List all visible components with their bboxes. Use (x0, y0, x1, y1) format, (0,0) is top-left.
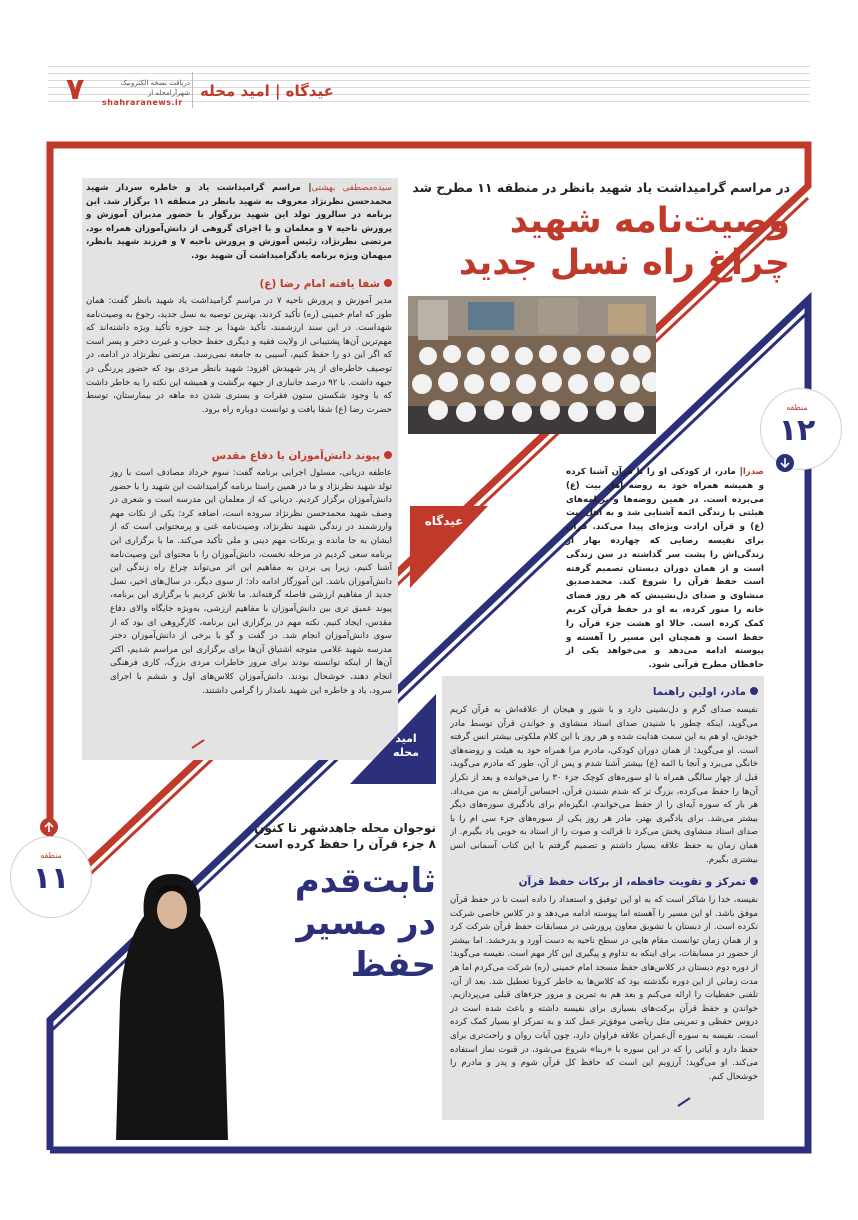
bullet-dot-icon (750, 877, 758, 885)
story1-subhead-2: پیوند دانش‌آموزان با دفاع مقدس (86, 450, 392, 462)
eidgah-tag-label: عیدگاه (424, 514, 464, 528)
story1-subhead-1: شفا یافته امام رضا (ع) (86, 278, 392, 290)
story1-byline: سیده‌مصطفی بهشتی (311, 183, 392, 193)
story2-title-line2: در مسیر حفظ (296, 903, 436, 985)
site-url[interactable]: shahraranews.ir (102, 98, 183, 107)
arrow-up-icon (40, 818, 58, 836)
story1-body-1: مدیر آموزش و پرورش ناحیه ۷ در مراسم گرامیداشت یاد شهید بانظر گفت: همان طور که امام خمینی (ره) تأکید کردند، بهترین توصیه به نسل جدید، رجوع به وصیت‌نامه شهداست. در این سند ارزشمند، تأکید شهدا بر چند حوزه تأکید ویژه داشته‌اند که مهم‌ترین آن‌ها پشتیبانی از ولایت فقیه و دیگری حفظ حجاب و غیرت دختر و پسر است که اگر این دو را حفظ کنیم، آسیبی به جامعه نمی‌رسد. مرتضی نظرنژاد در ادامه، در توصیف خاطره‌ای از پدر شهیدش افزود: شهید بانظر مردی بود که حضور پررنگی در جبهه داشت. با ۹۲ درصد جانبازی از جبهه برگشت و همیشه این نکته را به خاطر داشت که با وجود شکستن ستون فقرات و بستری شدن ده ماهه در بیمارستان، توسط حضرت رضا (ع) شفا یافت و توانست دوباره راه برود. (86, 296, 392, 415)
students-group-photo (408, 296, 656, 434)
site-caption: دریافت نسخه الکترونیک شهرآرامحله از (120, 79, 190, 97)
story1-lead (86, 182, 392, 264)
story2-byline: صدرا (742, 467, 764, 477)
story1-title-line1: وصیت‌نامه شهید (509, 201, 790, 241)
area-number: ۱۱ (32, 861, 70, 896)
area-label: منطقه (786, 403, 808, 412)
omid-mahalleh-label: امید محله (393, 732, 419, 759)
bullet-dot-icon (384, 279, 392, 287)
story1-lead-text: | مراسم گرامیداشت یاد و خاطره سردار شهید محمدحسن نظرنژاد معروف به شهید بانظر در منطقه ۱۱ برگزار شد. این برنامه در سالروز تولد این شهید بزرگوار با حضور مدیران آموزش و پرورش ناحیه ۷ و معلمان و با اجرای گروهی از دانش‌آموزان همراه بود. مرتضی نظرنژاد، رئیس آموزش و پرورش ناحیه ۷ و فرزند شهید بانظر، میهمان ویژه برنامه یادگرامیداشت آن شهید بود. (86, 183, 392, 261)
story2-subhead-1: مادر، اولین راهنما (450, 686, 758, 698)
header-divider (192, 72, 193, 108)
bullet-dot-icon (384, 451, 392, 459)
area-number: ۱۲ (778, 413, 816, 448)
story2-lead-text: | مادر، از کودکی او را با قرآن آشنا کرده و همیشه همراه خود به روضه اهل بیت (ع) می‌برده است. در همین روضه‌ها و برنامه‌های هیئتی با زندگی ائمه آشنایی شد و به اهل بیت (ع) و قرآن ارادت ویژه‌ای پیدا می‌کند. قرآن برای نفیسه رضایی که چهارده بهار از زندگی‌اش را پشت سر گذاشته در سن زندگی است و از همان دوران دبستان تصمیم گرفته است حفظ قرآن را شروع کند. محمدصدیق منشاوی و صدای دل‌نشینش که هر روز فضای خانه را منور کرده، به او در حفظ قرآن کریم کمک کرده است. حالا او هشت جزء قرآن را حفظ است و همچنان این مسیر را آهسته و پیوسته ادامه می‌دهد و می‌خواهد یکی از حافظان مطرح قرآنی شود. (566, 467, 764, 671)
end-slash-icon (676, 1096, 694, 1108)
story2-subhead-2: تمرکز و تقویت حافظه، از برکات حفظ قرآن (450, 876, 758, 888)
arrow-down-icon (776, 454, 794, 472)
end-slash-icon (190, 738, 208, 750)
story2-title-line1: ثابت‌قدم (294, 861, 436, 901)
area-badge-12 (760, 388, 842, 470)
story2-body-2: نفیسه، خدا را شاکر است که به او این توفیق و استعداد را داده است تا در حفظ قرآن موفق باشد. او این مسیر را آهسته اما پیوسته ادامه می‌دهد و در کلاس خاصی شرکت نکرده است. از دبستان با تشویق معاون پرورشی در مسابقات حفظ قرآن شرکت کرد و از همان زمان توانست مقام هایی در سطح ناحیه به دست آورد و بدرخشد. اما بیشتر از حضور در مسابقات، برای اینکه به تداوم و پیگیری این کار مهم است. نفیسه می‌گوید: از دوره دوم دبستان در کلاس‌های حفظ مسجد امام خمینی (ره) شرکت می‌کردم اما هر مدت زمانی از این دوره نگذشته بود که کلاس‌ها به خاطر کرونا تعطیل شد. بعد از آن، تلفنی حفظیات را ارائه می‌کنم و بعد هم به تمرین و مرور جزءهای قبلی می‌پردازیم. خواندن و حفظ قرآن برکت‌های بسیاری برای نفیسه داشته و باعث شده است در دروس حفظی و تمرینی مثل ریاضی موفق‌تر عمل کند و به تمرکز او بسیار کمک کرده است. نفیسه به سوره آل‌عمران علاقه فراوان دارد، چون آیات روان و راحت‌تری برای حفظ دارد و آیاتی را که در این سوره با «ربنا» شروع می‌شود، در قنوت نماز استفاده می‌کند. او می‌گوید: آرزویم این است که حافظ کل قرآن شوم و پدر و مادرم را خوشحال کنم. (450, 895, 758, 1082)
site-info (102, 78, 190, 108)
section-title: عیدگاه | امید محله (200, 82, 334, 100)
story1-kicker: در مراسم گرامیداشت یاد شهید بانظر در منطقه ۱۱ مطرح شد (412, 180, 790, 195)
story1-title-line2: چراغ راه نسل جدید (458, 243, 790, 283)
area-label: منطقه (40, 851, 62, 860)
story2-body-1: نفیسه صدای گرم و دل‌نشینی دارد و با شور و هیجان از علاقه‌اش به قرآن کریم می‌گوید، اینکه چطور با شنیدن صدای استاد منشاوی و خواندن قرآن توسط مادر خودش، او هم به این سمت هدایت شده و هر روز با این کلام ملکوتی بیشتر انس گرفته است. او می‌گوید: از همان دوران کودکی، مادرم مرا همراه خود به هیئت و روضه‌های خانگی می‌برد و آنجا با ائمه (ع) بیشتر آشنا شدم و پس از آن، طور که مادرم می‌گوید، قبل از چهار سالگی همراه با او سوره‌های کوچک جزء ۳۰ را می‌خوانده و بعد از تکرار آن‌ها را حفظ می‌کرده، بزرگ تر که شدم شنیدن قرآن، احساس آرامش به من می‌داد. هر بار که سوره آیه‌ای را از حفظ می‌خواندم، انگیزه‌ام برای یادگیری سوره‌های دیگر بیشتر می‌شد. برای یادگیری بهتر، مادر هر روز یکی از سوره‌های جزء سی ام را با صدای استاد منشاوی پخش می‌کرد تا قرائت و صوت را از استاد به خوبی یاد بگیرم. از همان زمان به حفظ علاقه بسیار داشتم و تصمیم گرفتم با این کتاب آسمانی انس بیشتری بگیرم. (450, 705, 758, 865)
quran-student-portrait (112, 872, 232, 1140)
story1-body-2: عاطفه دربانی، مسئول اجرایی برنامه گفت: سوم خرداد مصادف است با روز تولد شهید نظرنژاد و ما در همین راستا برنامه گرامیداشت این شهید را با حضور دانش‌آموزان برگزار کردیم. دربانی که از معلمان این مدرسه است و شعری در وصف شهید محمدحسن نظرنژاد سروده است، اضافه کرد: یکی از نکات مهم وارزشمند در زندگی شهید نظرنژاد، وصیت‌نامه غنی و پرمحتوایی است که از ایشان به جا مانده و برنکات مهم دینی و ملی تأکید می‌کند. ما با برگزاری این برنامه سعی کردیم در مرحله نخست، دانش‌آموزان را با محتوای این وصیت‌نامه آشنا کنیم، زیرا پی بردن به مفاهیم این اثر می‌تواند چراغ راه زندگی این دانش‌آموزان باشد. این آموزگار ادامه داد: از سوی دیگر، در سال‌های اخیر، نسل جدید از مفاهیم ارزشی فاصله گرفته‌اند. ما تلاش کردیم با برگزاری این برنامه، پیوند عمیق تری بین دانش‌آموزان با مفاهیم ارزشی، به‌ویژه جایگاه والای دفاع مقدس، ایجاد کنیم. نکته مهم در برگزاری این برنامه، کارگروهی ای بود که از سوی دانش‌آموزان انجام شد. در گفت و گو با برخی از دانش‌آموزان دختر مدرسه شهید غلامی متوجه اشتیاق آن‌ها برای برگزاری این مراسم شدیم، اکثر آن‌ها از اینکه توانسته بودند برای مرور خاطرات مردی بزرگ، کاری فرهنگی انجام دهند، خوشحال بودند. دانش‌آموزان کلاس‌های اول و ششم با اجرای سرود، یاد و خاطره این شهید نامدار را گرامی داشتند. (110, 468, 392, 696)
story2-lead (566, 466, 764, 673)
story1-title (404, 200, 790, 284)
bullet-dot-icon (750, 687, 758, 695)
story2-kicker: نوجوان محله جاهدشهر تا کنون ۸ جزء قرآن را حفظ کرده است (254, 821, 436, 851)
story2-title (236, 860, 436, 986)
page-number: ۷ (66, 72, 85, 107)
area-badge-11 (10, 836, 92, 918)
